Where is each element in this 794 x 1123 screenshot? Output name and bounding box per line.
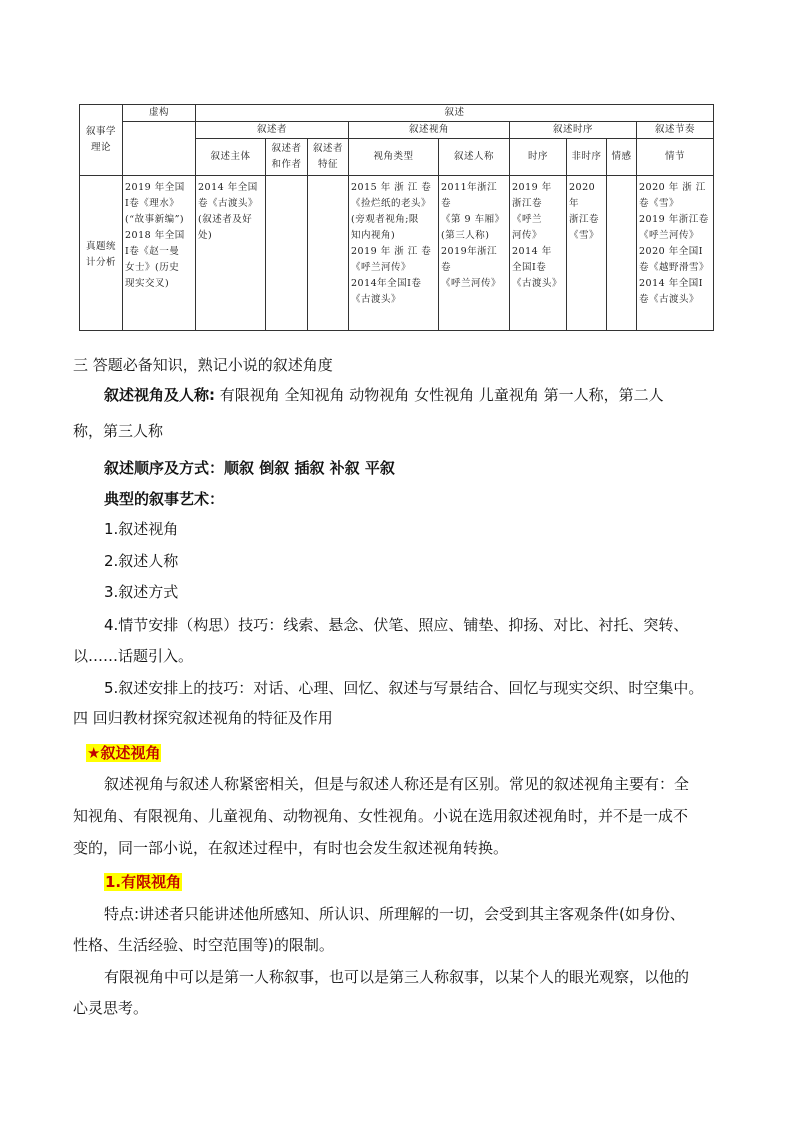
- para1-line3: 变的，同一部小说，在叙述过程中，有时也会发生叙述视角转换。: [73, 839, 509, 857]
- cell-line: 《呼兰河传》: [639, 230, 700, 241]
- para2-line1: 特点:讲述者只能讲述他所感知、所认识、所理解的一切，会受到其主客观条件(如身份、: [104, 905, 685, 923]
- header-rhythm: 叙述节奏: [637, 122, 714, 139]
- cell-line: 2020 年: [569, 182, 596, 209]
- cell-line: 《古渡头》: [512, 278, 563, 289]
- col-plot: 情节: [637, 139, 714, 176]
- list-item-5: 5.叙述安排上的技巧：对话、心理、回忆、叙述与写景结合、回忆与现实交织、时空集中。: [104, 679, 704, 697]
- col-narrator-trait: 叙述者特征: [308, 139, 349, 176]
- cell-line: 2019 年 浙 江 卷: [351, 246, 432, 257]
- cell-line: 《古渡头》: [351, 294, 402, 305]
- section-3-title: 三 答题必备知识，熟记小说的叙述角度: [73, 356, 333, 374]
- cell-subject: [196, 176, 266, 331]
- cell-line: 卷《雪》: [639, 198, 680, 209]
- cell-line: 河传》: [512, 230, 543, 241]
- cell-line: 2014 年全国: [198, 182, 258, 193]
- order-line: 叙述顺序及方式：顺叙 倒叙 插叙 补叙 平叙: [104, 459, 395, 477]
- cell-line: (“故事新编”): [125, 214, 185, 225]
- cell-time-order: [510, 176, 567, 331]
- cell-line: 处): [198, 230, 213, 241]
- cell-line: 《呼兰河传》: [351, 262, 412, 273]
- cell-line: 现实交叉): [125, 278, 170, 289]
- col-view-type: 视角类型: [349, 139, 439, 176]
- perspective-paragraph: [104, 380, 722, 411]
- cell-line: 2015 年 浙 江 卷: [351, 182, 432, 193]
- cell-plot: [637, 176, 714, 331]
- cell-line: 《捡烂纸的老头》: [351, 198, 432, 209]
- perspective-text-line2: 称，第三人称: [73, 422, 164, 440]
- cell-line: 2011年浙江卷: [441, 182, 498, 209]
- para2-line2: 性格、生活经验、时空范围等)的限制。: [73, 936, 334, 954]
- cell-line: 《呼兰河传》: [441, 278, 502, 289]
- perspective-label: 叙述视角及人称:: [104, 386, 215, 404]
- list-item-1: 1.叙述视角: [104, 520, 179, 538]
- cell-narrator-author: [266, 176, 308, 331]
- cell-emotion: [607, 176, 637, 331]
- col-non-order: 非时序: [567, 139, 607, 176]
- header-fictional: 虚构: [123, 105, 196, 122]
- cell-line: (第三人称): [441, 230, 490, 241]
- cell-non-order: [567, 176, 607, 331]
- para3-line2: 心灵思考。: [73, 999, 149, 1017]
- cell-line: 2019 年浙江卷: [639, 214, 709, 225]
- list-item-4-line1: 4.情节安排（构思）技巧：线索、悬念、伏笔、照应、铺垫、抑扬、对比、衬托、突转、: [104, 616, 689, 634]
- cell-line: 卷《越野滑雪》: [639, 262, 710, 273]
- col-narrator-author: 叙述者和作者: [266, 139, 308, 176]
- cell-line: Ⅰ卷《赵一曼: [125, 246, 180, 257]
- cell-fictional: [123, 176, 196, 331]
- list-item-4-line2: 以……话题引入。: [73, 647, 194, 665]
- cell-line: 2019 年: [512, 182, 552, 193]
- header-fictional-empty: [123, 122, 196, 176]
- cell-line: 2019 年全国: [125, 182, 185, 193]
- cell-line: Ⅰ卷《理水》: [125, 198, 180, 209]
- cell-line: 《雪》: [569, 230, 600, 241]
- cell-line: 女士》(历史: [125, 262, 180, 273]
- cell-line: (叙述者及好: [198, 214, 253, 225]
- cell-line: 全国Ⅰ卷: [512, 262, 547, 273]
- col-person: 叙述人称: [439, 139, 510, 176]
- section-4-title: 四 回归教材探究叙述视角的特征及作用: [73, 709, 333, 727]
- row-header-theory: 叙事学理论: [80, 105, 123, 176]
- cell-line: 卷《古渡头》: [639, 294, 700, 305]
- cell-line: 2014 年: [512, 246, 552, 257]
- cell-line: 2020 年 浙 江: [639, 182, 706, 193]
- para3-line1: 有限视角中可以是第一人称叙事，也可以是第三人称叙事，以某个人的眼光观察，以他的: [104, 968, 690, 986]
- tag-perspective: ★叙述视角: [87, 744, 161, 762]
- list-item-2: 2.叙述人称: [104, 552, 179, 570]
- col-emotion: 情感: [607, 139, 637, 176]
- perspective-text-line1: 有限视角 全知视角 动物视角 女性视角 儿童视角 第一人称，第二人: [215, 386, 664, 404]
- header-order: 叙述时序: [510, 122, 637, 139]
- cell-line: 知内视角): [351, 230, 396, 241]
- para1-line1: 叙述视角与叙述人称紧密相关，但是与叙述人称还是有区别。常见的叙述视角主要有：全: [104, 775, 690, 793]
- header-narration: 叙述: [196, 105, 714, 122]
- col-time-order: 时序: [510, 139, 567, 176]
- row-header-data: 真题统计分析: [80, 176, 123, 331]
- para1-line2: 知视角、有限视角、儿童视角、动物视角、女性视角。小说在选用叙述视角时，并不是一成不: [73, 807, 689, 825]
- cell-line: 浙江卷: [569, 214, 600, 225]
- cell-view-type: [349, 176, 439, 331]
- art-title: 典型的叙事艺术：: [104, 490, 225, 508]
- cell-line: 2014年全国Ⅰ卷: [351, 278, 422, 289]
- tag-perspective-wrap: [86, 742, 736, 763]
- cell-person: [439, 176, 510, 331]
- tag-limited-wrap: [104, 871, 754, 892]
- cell-line: 2018 年全国: [125, 230, 185, 241]
- narratology-table: [79, 104, 714, 331]
- col-subject: 叙述主体: [196, 139, 266, 176]
- header-perspective: 叙述视角: [349, 122, 510, 139]
- cell-line: (旁观者视角;限: [351, 214, 419, 225]
- cell-line: 《呼兰: [512, 214, 543, 225]
- cell-line: 卷《古渡头》: [198, 198, 259, 209]
- cell-line: 2014 年全国Ⅰ: [639, 278, 703, 289]
- header-narrator: 叙述者: [196, 122, 349, 139]
- cell-narrator-trait: [308, 176, 349, 331]
- cell-line: 《第 9 车厢》: [441, 214, 505, 225]
- cell-line: 2019年浙江卷: [441, 246, 498, 273]
- list-item-3: 3.叙述方式: [104, 583, 179, 601]
- tag-limited: 1.有限视角: [105, 873, 182, 891]
- cell-line: 2020 年全国Ⅰ: [639, 246, 703, 257]
- cell-line: 浙江卷: [512, 198, 543, 209]
